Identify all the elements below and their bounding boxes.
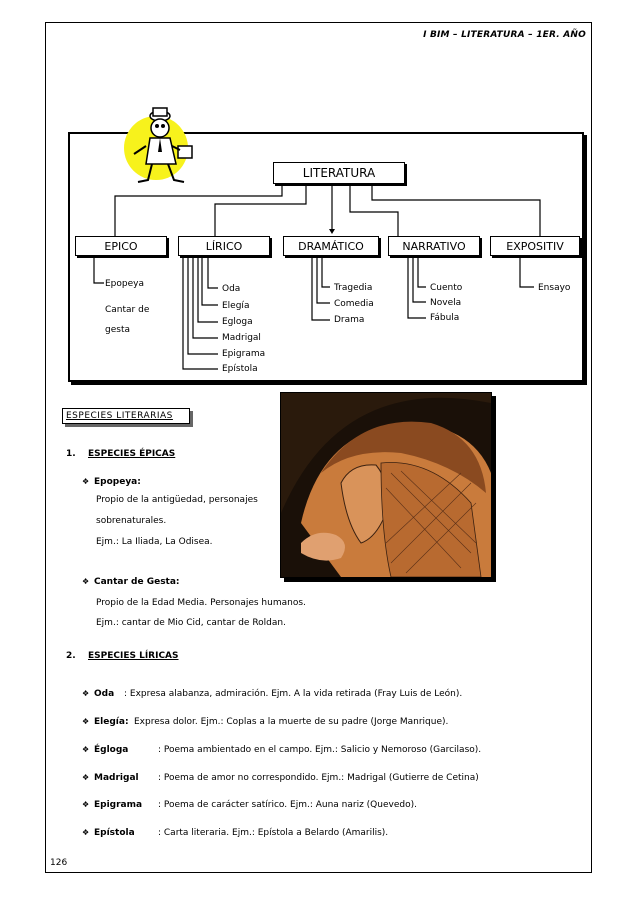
diamond-bullet-icon: ❖ xyxy=(82,828,90,837)
bullet-oda: ❖ Oda : Expresa alabanza, admiración. Ejm. A la vida retirada (Fray Luis de León). xyxy=(82,689,463,699)
node-expositiv: EXPOSITIV xyxy=(490,236,580,256)
diamond-bullet-icon: ❖ xyxy=(82,745,90,754)
bullet-egloga: ❖ Égloga : Poema ambientado en el campo. Ejm.: Salicio y Nemoroso (Garcilaso). xyxy=(82,745,482,755)
diamond-bullet-icon: ❖ xyxy=(82,717,90,726)
bullet-epistola: ❖ Epístola : Carta literaria. Ejm.: Epístola a Belardo (Amarilis). xyxy=(82,828,389,838)
bullet-cantar: ❖ Cantar de Gesta: xyxy=(82,577,180,587)
node-literatura: LITERATURA xyxy=(273,162,405,184)
diamond-bullet-icon: ❖ xyxy=(82,800,90,809)
leaf-ensayo: Ensayo xyxy=(538,283,571,293)
cantar-line-2: Ejm.: cantar de Mio Cid, cantar de Roldan. xyxy=(96,618,286,628)
node-narrativo: NARRATIVO xyxy=(388,236,480,256)
bullet-epigrama: ❖ Epigrama : Poema de carácter satírico. Ejm.: Auna nariz (Quevedo). xyxy=(82,800,417,810)
page-number: 126 xyxy=(50,858,68,868)
leaf-epigrama: Epigrama xyxy=(222,349,266,359)
page-header: I BIM – LITERATURA – 1ER. AÑO xyxy=(423,30,586,40)
leaf-epistola: Epístola xyxy=(222,364,258,374)
leaf-egloga: Egloga xyxy=(222,317,253,327)
diamond-bullet-icon: ❖ xyxy=(82,477,90,486)
leaf-drama: Drama xyxy=(334,315,365,325)
mascot-illustration xyxy=(120,102,216,192)
section-especies-liricas: 2. ESPECIES LÍRICAS xyxy=(66,651,179,661)
leaf-tragedia: Tragedia xyxy=(334,283,373,293)
leaf-gesta: gesta xyxy=(105,325,130,335)
epopeya-line-3: Ejm.: La Iliada, La Odisea. xyxy=(96,537,213,547)
node-lirico: LÍRICO xyxy=(178,236,270,256)
greek-vase-image xyxy=(280,392,492,578)
section-especies-epicas: 1. ESPECIES ÉPICAS xyxy=(66,449,176,459)
epopeya-line-1: Propio de la antigüedad, personajes xyxy=(96,495,258,505)
leaf-fabula: Fábula xyxy=(430,313,460,323)
bullet-epopeya: ❖ Epopeya: xyxy=(82,477,141,487)
leaf-madrigal: Madrigal xyxy=(222,333,261,343)
bullet-elegia: ❖ Elegía: Expresa dolor. Ejm.: Coplas a la muerte de su padre (Jorge Manrique). xyxy=(82,717,449,727)
diamond-bullet-icon: ❖ xyxy=(82,577,90,586)
epopeya-line-2: sobrenaturales. xyxy=(96,516,167,526)
leaf-comedia: Comedia xyxy=(334,299,374,309)
leaf-novela: Novela xyxy=(430,298,462,308)
species-title: ESPECIES LITERARIAS xyxy=(62,408,190,424)
bullet-madrigal: ❖ Madrigal : Poema de amor no correspondido. Ejm.: Madrigal (Gutierre de Cetina) xyxy=(82,773,479,783)
node-epico: EPICO xyxy=(75,236,167,256)
cantar-line-1: Propio de la Edad Media. Personajes humanos. xyxy=(96,598,306,608)
leaf-elegia: Elegía xyxy=(222,301,250,311)
diamond-bullet-icon: ❖ xyxy=(82,773,90,782)
node-dramatico: DRAMÁTICO xyxy=(283,236,379,256)
leaf-epopeya: Epopeya xyxy=(105,279,144,289)
leaf-cantar: Cantar de xyxy=(105,305,150,315)
leaf-oda: Oda xyxy=(222,284,241,294)
leaf-cuento: Cuento xyxy=(430,283,463,293)
diamond-bullet-icon: ❖ xyxy=(82,689,90,698)
